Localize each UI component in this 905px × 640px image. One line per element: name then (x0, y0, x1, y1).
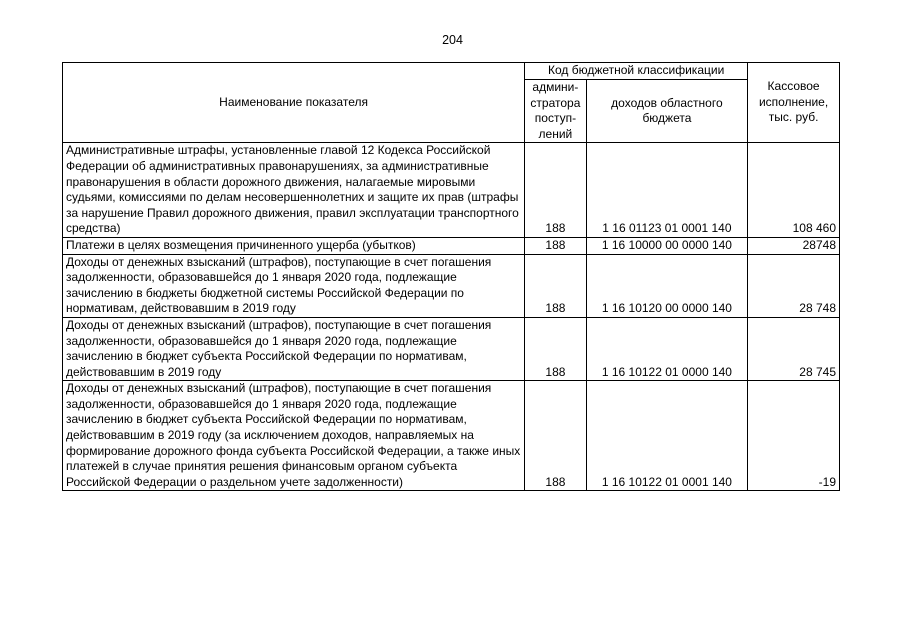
header-admin: админи-стратора поступ-лений (525, 80, 587, 143)
row-admin-code: 188 (525, 317, 587, 380)
row-admin-code: 188 (525, 381, 587, 491)
row-name: Доходы от денежных взысканий (штрафов), поступающие в счет погашения задолженности, образовавшейся до 1 января 2020 года, подлежащие зачислению в бюджеты бюджетной системы Российской Федерации по нормативам, действовавшим в 2019 году (63, 254, 525, 317)
row-income-code: 1 16 01123 01 0001 140 (586, 143, 747, 238)
row-admin-code: 188 (525, 237, 587, 254)
row-admin-code: 188 (525, 143, 587, 238)
row-admin-code: 188 (525, 254, 587, 317)
table-row (63, 143, 840, 238)
header-income: доходов областного бюджета (586, 80, 747, 143)
row-income-code: 1 16 10122 01 0001 140 (586, 381, 747, 491)
row-amount: 28 745 (748, 317, 840, 380)
table-row (63, 237, 840, 254)
row-amount: 28748 (748, 237, 840, 254)
row-amount: 28 748 (748, 254, 840, 317)
row-amount: -19 (748, 381, 840, 491)
row-amount: 108 460 (748, 143, 840, 238)
budget-table (62, 62, 840, 491)
header-amount: Кассовое исполнение, тыс. руб. (748, 63, 840, 143)
row-name: Доходы от денежных взысканий (штрафов), поступающие в счет погашения задолженности, образовавшейся до 1 января 2020 года, подлежащие зачислению в бюджет субъекта Российской Федерации по нормативам, действовавшим в 2019 году (63, 317, 525, 380)
row-name: Платежи в целях возмещения причиненного ущерба (убытков) (63, 237, 525, 254)
row-income-code: 1 16 10000 00 0000 140 (586, 237, 747, 254)
page-number: 204 (442, 33, 463, 47)
header-code-group: Код бюджетной классификации (525, 63, 748, 80)
row-income-code: 1 16 10120 00 0000 140 (586, 254, 747, 317)
header-name: Наименование показателя (63, 63, 525, 143)
row-income-code: 1 16 10122 01 0000 140 (586, 317, 747, 380)
row-name: Административные штрафы, установленные главой 12 Кодекса Российской Федерации об административных правонарушениях, за административные правонарушения в области дорожного движения, налагаемые мировыми судьями, комиссиями по делам несовершеннолетних и защите их прав (штрафы за нарушение Правил дорожного движения, правил эксплуатации транспортного средства) (63, 143, 525, 238)
table-row (63, 381, 840, 491)
table-row (63, 317, 840, 380)
row-name: Доходы от денежных взысканий (штрафов), поступающие в счет погашения задолженности, образовавшейся до 1 января 2020 года, подлежащие зачислению в бюджет субъекта Российской Федерации по нормативам, действовавшим в 2019 году (за исключением доходов, направляемых на формирование дорожного фонда субъекта Российской Федерации, а также иных платежей в случае принятия решения финансовым органом субъекта Российской Федерации о раздельном учете задолженности) (63, 381, 525, 491)
table-row (63, 254, 840, 317)
